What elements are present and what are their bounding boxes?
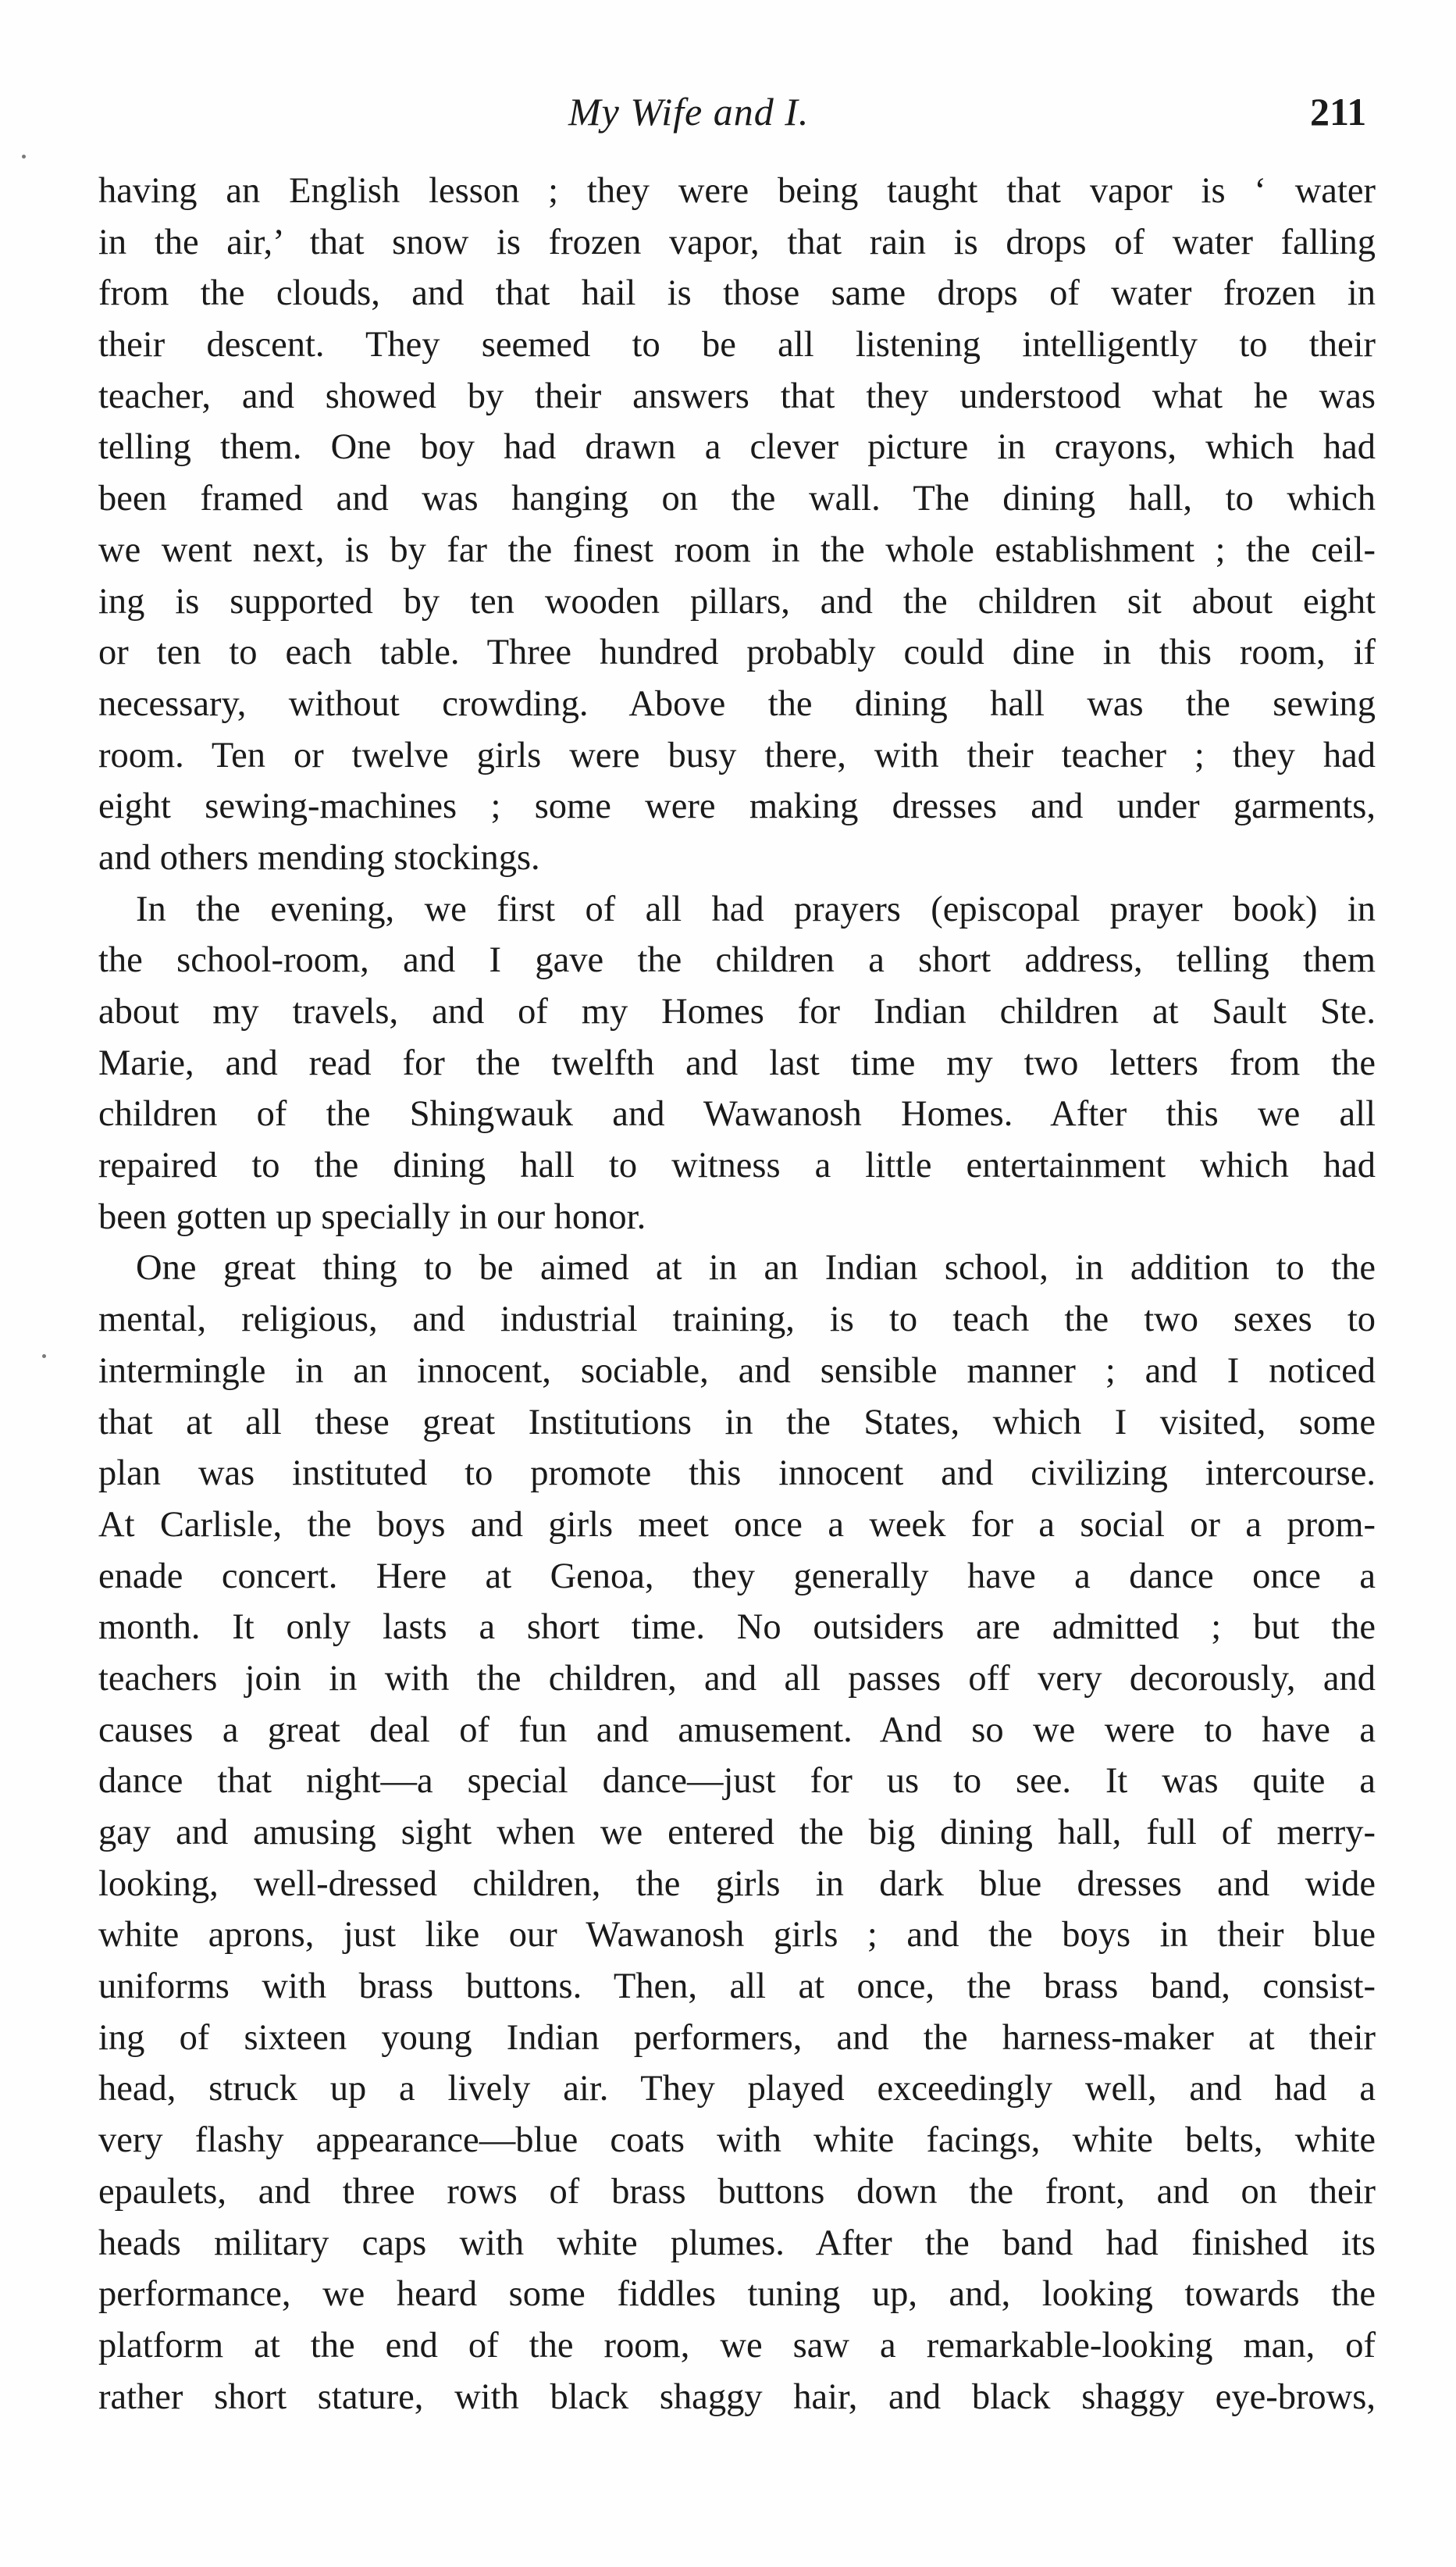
text-line: been gotten up specially in our honor. [98,1196,646,1237]
text-line: performance, we heard some fiddles tuning up, and, looking towards the [98,2274,1376,2315]
text-line: telling them. One boy had drawn a clever picture in crayons, which had [98,427,1376,468]
text-line: mental, religious, and industrial training, is to teach the two sexes to [98,1300,1376,1340]
text-line: teachers join in with the children, and all passes off very decorously, and [98,1658,1376,1699]
body-text [98,166,1376,2423]
paragraph-2 [98,884,1376,1243]
text-line: repaired to the dining hall to witness a little entertainment which had [98,1146,1376,1186]
text-line: the school-room, and I gave the children a short address, telling them [98,940,1376,981]
text-line: intermingle in an innocent, sociable, and sensible manner ; and I noticed [98,1350,1376,1391]
text-line: room. Ten or twelve girls were busy there, with their teacher ; they had [98,735,1376,775]
running-head [0,84,1456,139]
text-line: causes a great deal of fun and amusement. And so we were to have a [98,1710,1376,1750]
text-line: children of the Shingwauk and Wawanosh Homes. After this we all [98,1094,1376,1135]
text-line: and others mending stockings. [98,837,540,878]
running-title: My Wife and I. [568,90,810,134]
text-line: rather short stature, with black shaggy hair, and black shaggy eye-brows, [98,2376,1376,2417]
text-line: teacher, and showed by their answers that they understood what he was [98,376,1376,416]
text-line: uniforms with brass buttons. Then, all at once, the brass band, consist- [98,1966,1376,2007]
text-line: head, struck up a lively air. They played exceedingly well, and had a [98,2069,1376,2109]
scan-speck [22,155,26,159]
text-line: ing is supported by ten wooden pillars, and the children sit about eight [98,581,1376,622]
text-line: from the clouds, and that hail is those same drops of water frozen in [98,273,1376,314]
text-line: we went next, is by far the finest room in the whole establishment ; the ceil- [98,529,1376,570]
text-line: ing of sixteen young Indian performers, and the harness-maker at their [98,2017,1376,2058]
text-line: plan was instituted to promote this innocent and civilizing intercourse. [98,1453,1376,1494]
text-line: heads military caps with white plumes. After the band had finished its [98,2223,1376,2263]
text-line: enade concert. Here at Genoa, they generally have a dance once a [98,1556,1376,1596]
paragraph-3 [98,1242,1376,2423]
paragraph-1 [98,166,1376,884]
text-line: in the air,’ that snow is frozen vapor, that rain is drops of water falling [98,222,1376,262]
text-line: month. It only lasts a short time. No outsiders are admitted ; but the [98,1607,1376,1648]
text-line: been framed and was hanging on the wall. The dining hall, to which [98,479,1376,519]
text-line: that at all these great Institutions in the States, which I visited, some [98,1402,1376,1442]
text-line: dance that night—a special dance—just for us to see. It was quite a [98,1761,1376,1802]
text-line: gay and amusing sight when we entered the big dining hall, full of merry- [98,1813,1376,1852]
text-line: eight sewing-machines ; some were making dresses and under garments, [98,786,1376,827]
text-line: platform at the end of the room, we saw a remarkable-looking man, of [98,2325,1376,2366]
text-line: very flashy appearance—blue coats with white facings, white belts, white [98,2120,1376,2161]
text-line: In the evening, we first of all had prayers (episcopal prayer book) in [136,889,1376,929]
text-line: One great thing to be aimed at in an Indian school, in addition to the [136,1248,1376,1289]
text-line: epaulets, and three rows of brass buttons down the front, and on their [98,2171,1376,2212]
text-line: their descent. They seemed to be all listening intelligently to their [98,325,1376,365]
text-line: or ten to each table. Three hundred probably could dine in this room, if [98,633,1376,673]
text-line: about my travels, and of my Homes for Indian children at Sault Ste. [98,992,1376,1032]
text-line: looking, well-dressed children, the girls in dark blue dresses and wide [98,1863,1376,1904]
text-line: having an English lesson ; they were being taught that vapor is ‘ water [98,171,1376,211]
text-line: necessary, without crowding. Above the dining hall was the sewing [98,683,1376,724]
text-line: At Carlisle, the boys and girls meet once a week for a social or a prom- [98,1504,1376,1545]
scan-speck [42,1354,46,1358]
page-number: 211 [1310,90,1367,134]
text-line: white aprons, just like our Wawanosh girls ; and the boys in their blue [98,1915,1376,1956]
text-line: Marie, and read for the twelfth and last time my two letters from the [98,1043,1376,1083]
